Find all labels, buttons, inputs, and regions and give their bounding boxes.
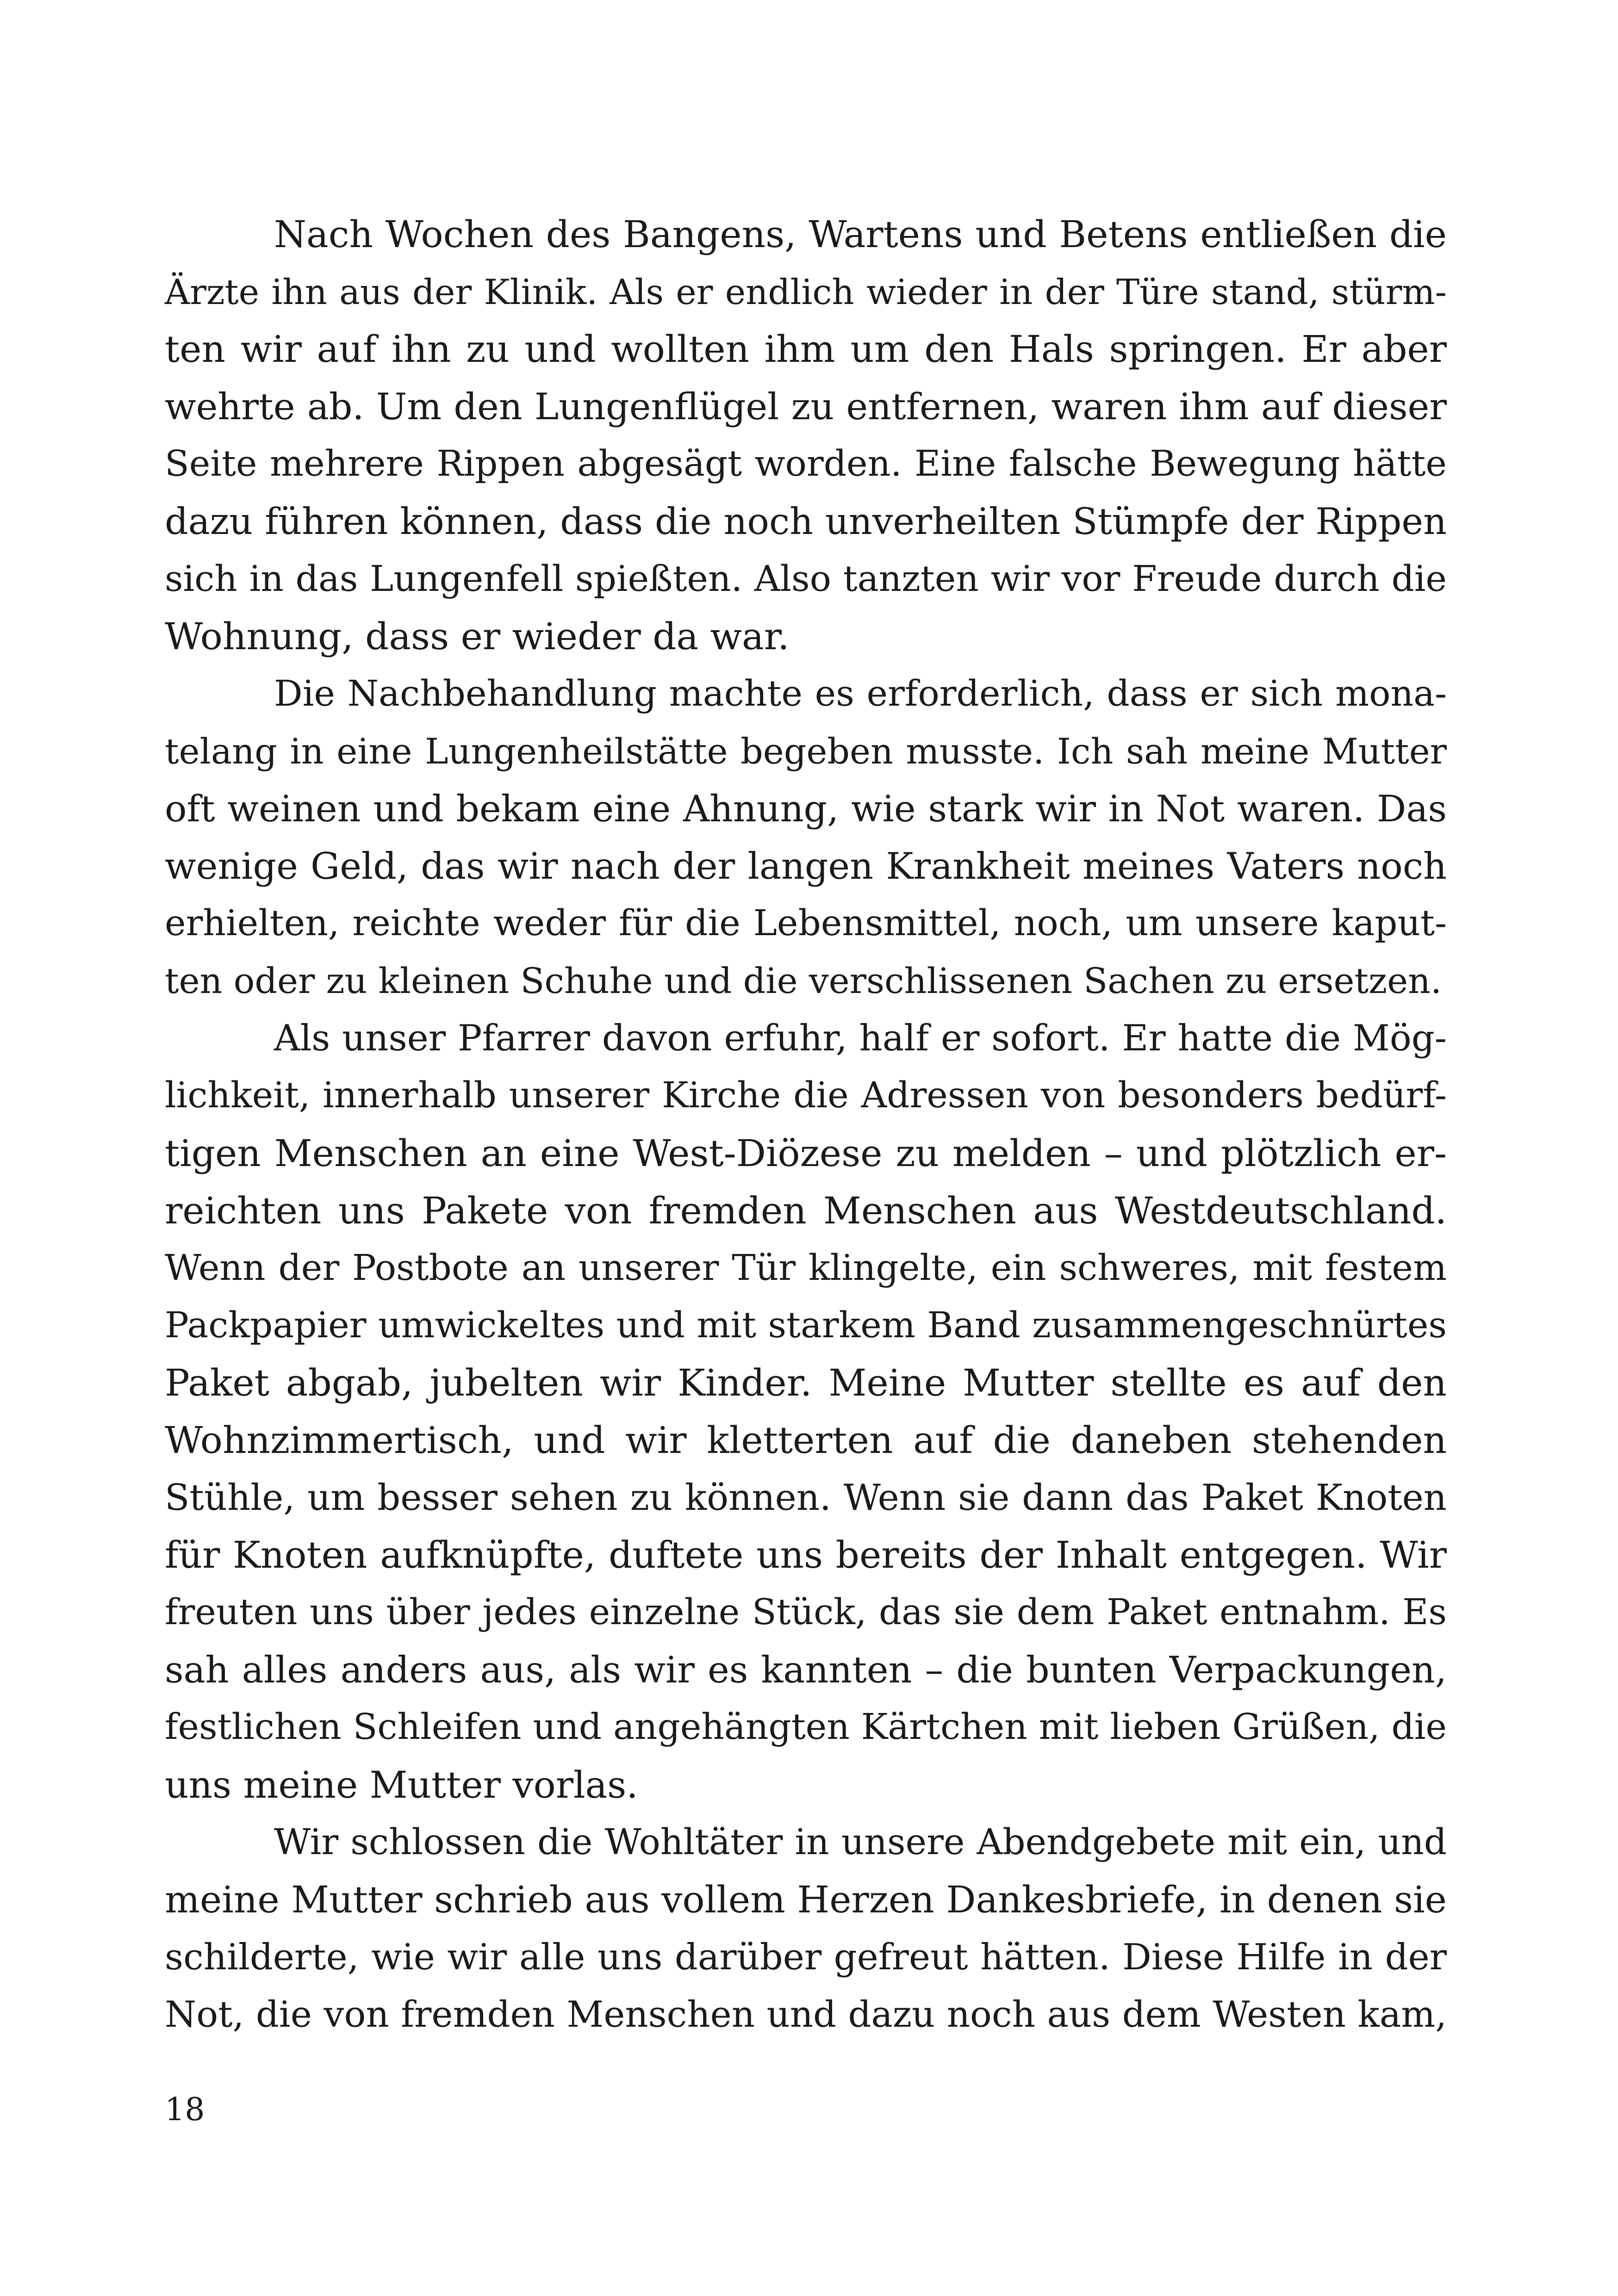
text-line: sah alles anders aus, als wir es kannten – die bunten Verpackungen, — [165, 1649, 1447, 1692]
text-line: ten oder zu kleinen Schuhe und die verschlissenen Sachen zu ersetzen. — [165, 960, 1442, 1002]
text-line: sich in das Lungenfell spießten. Also tanzten wir vor Freude durch die — [165, 558, 1447, 600]
text-line: uns meine Mutter vorlas. — [165, 1763, 638, 1806]
text-line: Als unser Pfarrer davon erfuhr, half er sofort. Er hatte die Mög- — [274, 1018, 1447, 1060]
text-line: Paket abgab, jubelten wir Kinder. Meine Mutter stellte es auf den — [165, 1361, 1447, 1404]
text-line: Wir schlossen die Wohltäter in unsere Abendgebete mit ein, und — [274, 1821, 1447, 1863]
text-line: ten wir auf ihn zu und wollten ihm um den Hals springen. Er aber — [165, 328, 1447, 371]
text-line: wenige Geld, das wir nach der langen Krankheit meines Vaters noch — [165, 845, 1447, 888]
text-line: Stühle, um besser sehen zu können. Wenn sie dann das Paket Knoten — [165, 1477, 1447, 1519]
text-line: lichkeit, innerhalb unserer Kirche die Adressen von besonders bedürf- — [165, 1075, 1447, 1117]
text-line: Packpapier umwickeltes und mit starkem Band zusammengeschnürtes — [165, 1304, 1447, 1346]
text-line: Wenn der Postbote an unserer Tür klingelte, ein schweres, mit festem — [165, 1247, 1447, 1289]
text-line: dazu führen können, dass die noch unverheilten Stümpfe der Rippen — [165, 500, 1447, 543]
text-line: erhielten, reichte weder für die Lebensmittel, noch, um unsere kaput- — [165, 903, 1447, 944]
text-line: festlichen Schleifen und angehängten Kärtchen mit lieben Grüßen, die — [165, 1706, 1447, 1748]
page-number: 18 — [165, 2091, 205, 2128]
text-line: telang in eine Lungenheilstätte begeben musste. Ich sah meine Mutter — [165, 730, 1447, 772]
text-line: meine Mutter schrieb aus vollem Herzen Dankesbriefe, in denen sie — [165, 1878, 1447, 1921]
body-text — [165, 206, 1447, 2043]
text-line: Nach Wochen des Bangens, Wartens und Betens entließen die — [274, 213, 1447, 256]
text-line: Not, die von fremden Menschen und dazu noch aus dem Westen kam, — [165, 1993, 1447, 2035]
text-line: reichten uns Pakete von fremden Menschen aus Westdeutschland. — [165, 1189, 1447, 1232]
text-line: Die Nachbehandlung machte es erforderlich, dass er sich mona- — [274, 673, 1447, 714]
text-line: freuten uns über jedes einzelne Stück, das sie dem Paket entnahm. Es — [165, 1592, 1447, 1633]
text-line: Wohnung, dass er wieder da war. — [165, 614, 790, 658]
text-line: Seite mehrere Rippen abgesägt worden. Eine falsche Bewegung hätte — [165, 443, 1447, 485]
text-line: tigen Menschen an eine West-Diözese zu melden – und plötzlich er- — [165, 1131, 1447, 1175]
text-line: Wohnzimmertisch, und wir kletterten auf die daneben stehenden — [165, 1418, 1447, 1462]
text-line: schilderte, wie wir alle uns darüber gefreut hätten. Diese Hilfe in der — [165, 1936, 1447, 1978]
text-line: oft weinen und bekam eine Ahnung, wie stark wir in Not waren. Das — [165, 787, 1447, 830]
text-line: Ärzte ihn aus der Klinik. Als er endlich wieder in der Türe stand, stürm- — [165, 272, 1447, 313]
text-line: wehrte ab. Um den Lungenflügel zu entfernen, waren ihm auf dieser — [165, 385, 1447, 428]
text-line: für Knoten aufknüpfte, duftete uns bereits der Inhalt entgegen. Wir — [165, 1533, 1447, 1577]
